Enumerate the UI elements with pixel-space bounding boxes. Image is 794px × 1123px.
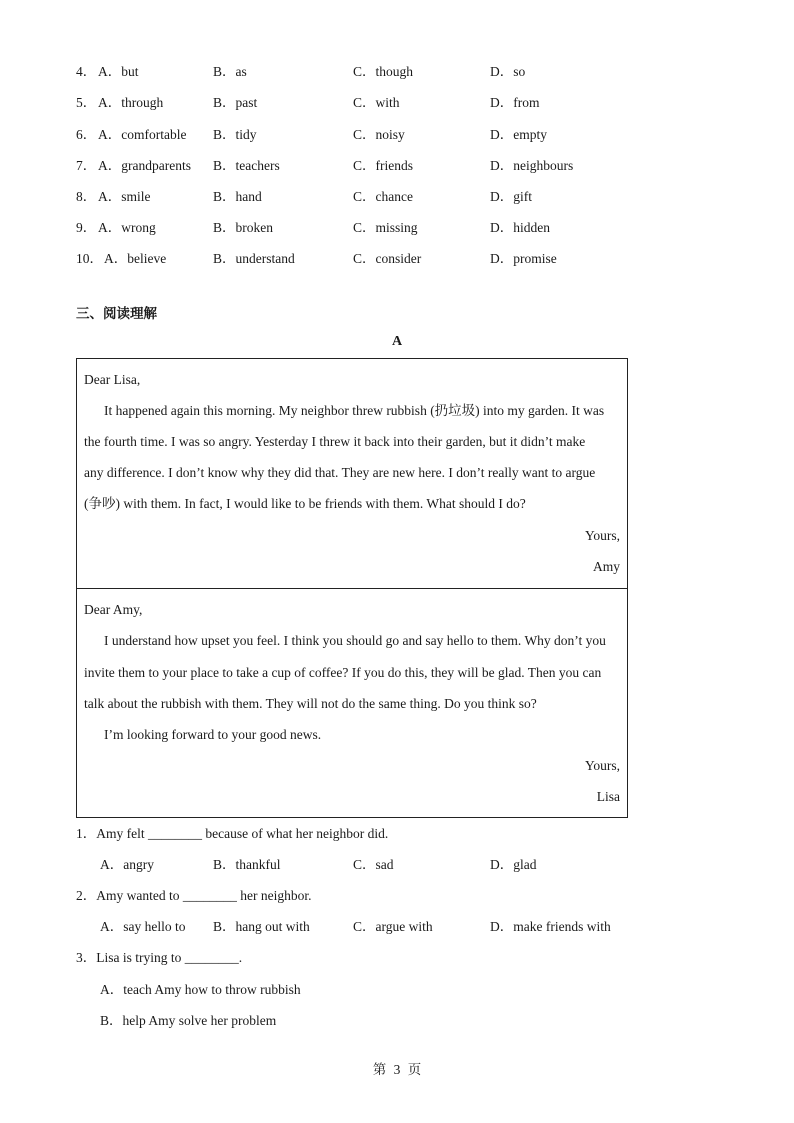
option-c: C．missing bbox=[353, 220, 418, 235]
option-b: B．teachers bbox=[213, 158, 280, 173]
option-a: A．through bbox=[98, 95, 164, 110]
option-a: A．wrong bbox=[98, 220, 156, 235]
option-a: A．teach Amy how to throw rubbish bbox=[100, 982, 301, 997]
question-stem: 1．Amy felt ________ because of what her neighbor did. bbox=[76, 826, 389, 841]
option-b: B．tidy bbox=[213, 127, 257, 142]
option-b: B．thankful bbox=[213, 857, 281, 872]
option-c: C．with bbox=[353, 95, 400, 110]
option-d: D．hidden bbox=[490, 220, 550, 235]
option-a: A．say hello to bbox=[100, 919, 186, 934]
letter-line: (争吵) with them. In fact, I would like to be friends with them. What should I do? bbox=[84, 496, 526, 511]
option-d: D．from bbox=[490, 95, 540, 110]
letter-line: invite them to your place to take a cup of coffee? If you do this, they will be glad. Then you can bbox=[84, 665, 602, 680]
option-d: D．glad bbox=[490, 857, 537, 872]
passage-label: A bbox=[391, 334, 403, 349]
option-d: D．so bbox=[490, 64, 526, 79]
option-c: C．chance bbox=[353, 189, 413, 204]
question-number: 10． bbox=[76, 251, 103, 266]
question-stem: 2．Amy wanted to ________ her neighbor. bbox=[76, 888, 312, 903]
letter-line: the fourth time. I was so angry. Yesterday I threw it back into their garden, but it didn’t make bbox=[84, 434, 586, 449]
option-b: B．hand bbox=[213, 189, 262, 204]
page-footer bbox=[0, 1058, 794, 1078]
option-d: D．empty bbox=[490, 127, 547, 142]
option-a: 4． bbox=[76, 64, 97, 79]
page-number: 3 bbox=[393, 1062, 401, 1077]
option-b: B．help Amy solve her problem bbox=[100, 1013, 277, 1028]
letter-box-amy bbox=[76, 358, 628, 589]
option-a: A．angry bbox=[100, 857, 154, 872]
page-prefix: 第 bbox=[372, 1062, 387, 1077]
letter-line: talk about the rubbish with them. They will not do the same thing. Do you think so? bbox=[84, 696, 537, 711]
question-number: 7． bbox=[76, 158, 97, 173]
option-d: D．make friends with bbox=[490, 919, 611, 934]
question-options bbox=[100, 855, 660, 875]
page-suffix: 页 bbox=[407, 1062, 422, 1077]
option-c: C．consider bbox=[353, 251, 422, 266]
question-number: 9． bbox=[76, 220, 97, 235]
option-c: C．friends bbox=[353, 158, 413, 173]
option-d: D．neighbours bbox=[490, 158, 574, 173]
option-b: B．understand bbox=[213, 251, 295, 266]
letter-greeting: Dear Amy, bbox=[84, 602, 143, 617]
option-c: C．argue with bbox=[353, 919, 433, 934]
option-b: B．as bbox=[213, 64, 247, 79]
option-a: A．believe bbox=[104, 251, 167, 266]
option-b: B．past bbox=[213, 95, 258, 110]
letter-closing: Yours, bbox=[584, 758, 620, 773]
option-d: D．promise bbox=[490, 251, 557, 266]
option-b: B．broken bbox=[213, 220, 273, 235]
letter-signature: Lisa bbox=[596, 789, 620, 804]
letter-box-lisa bbox=[76, 588, 628, 818]
letter-signature: Amy bbox=[593, 559, 620, 574]
section-title: 三、阅读理解 bbox=[76, 306, 157, 322]
letter-greeting: Dear Lisa, bbox=[84, 372, 141, 387]
question-number: 5． bbox=[76, 95, 97, 110]
question-options bbox=[100, 917, 660, 937]
option-c: C．though bbox=[353, 64, 414, 79]
option-a: A．comfortable bbox=[98, 127, 187, 142]
letter-line: any difference. I don’t know why they did that. They are new here. I don’t really want to argue bbox=[84, 465, 596, 480]
question-number: 8． bbox=[76, 189, 97, 204]
option-a: A．smile bbox=[98, 189, 151, 204]
letter-line: It happened again this morning. My neighbor threw rubbish (扔垃圾) into my garden. It was bbox=[104, 403, 605, 418]
option-c: C．noisy bbox=[353, 127, 405, 142]
option-a: A．but bbox=[98, 64, 139, 79]
option-b: B．hang out with bbox=[213, 919, 310, 934]
letter-line: I understand how upset you feel. I think you should go and say hello to them. Why don’t you bbox=[104, 633, 606, 648]
letter-line: I’m looking forward to your good news. bbox=[104, 727, 322, 742]
letter-closing: Yours, bbox=[584, 528, 620, 543]
option-c: C．sad bbox=[353, 857, 394, 872]
question-number: 6． bbox=[76, 127, 97, 142]
option-d: D．gift bbox=[490, 189, 532, 204]
option-a: A．grandparents bbox=[98, 158, 191, 173]
question-stem: 3．Lisa is trying to ________. bbox=[76, 950, 243, 965]
